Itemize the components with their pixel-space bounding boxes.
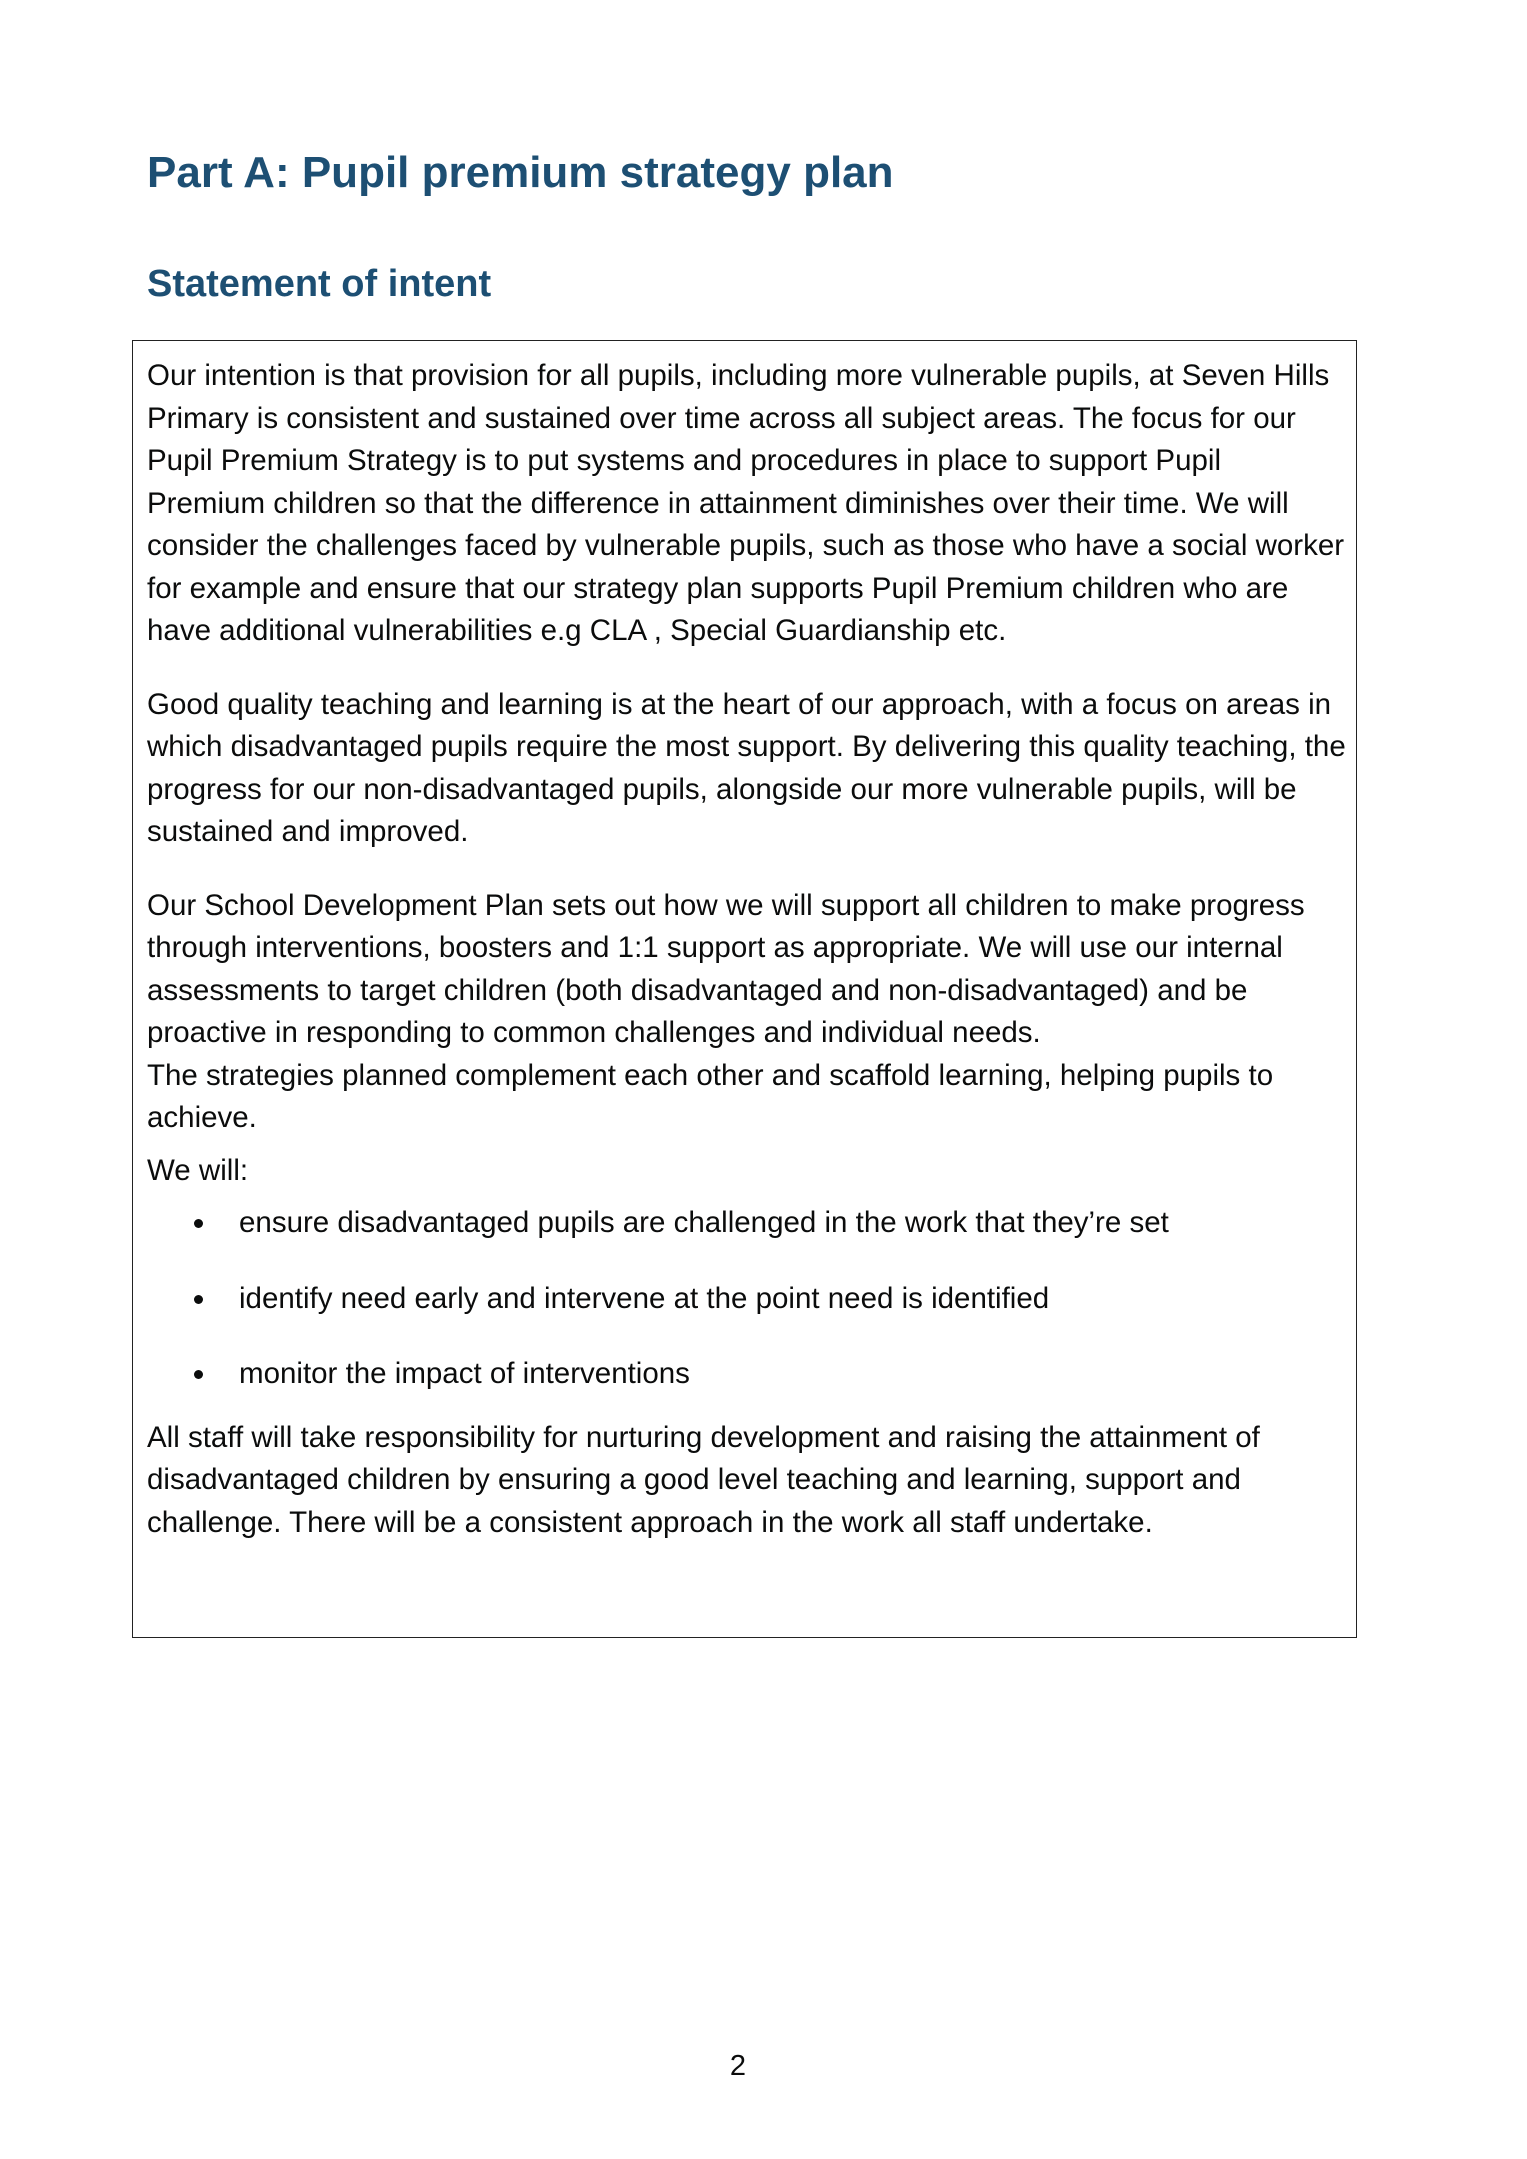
statement-of-intent-box xyxy=(132,340,1357,1638)
list-item xyxy=(147,1278,1346,1321)
page-number: 2 xyxy=(729,2050,747,2082)
we-will-label: We will: xyxy=(147,1153,249,1187)
intent-paragraph-2: Good quality teaching and learning is at the heart of our approach, with a focus on areas in which disadvantaged pupils require the most support. By delivering this quality teaching, the progress for our non-disadvantaged pupils, alongside our more vulnerable pupils, will be sustained and improved. xyxy=(147,687,1346,848)
intent-paragraph-3: Our School Development Plan sets out how we will support all children to make progress through interventions, boosters and 1:1 support as appropriate. We will use our internal assessments to target children (both disadvantaged and non-disadvantaged) and be proactive in responding to common challenges and individual needs. xyxy=(147,888,1305,1049)
page-title: Part A: Pupil premium strategy plan xyxy=(147,148,894,197)
intent-closing-paragraph: All staff will take responsibility for nurturing development and raising the attainment of disadvantaged children by ensuring a good level teaching and learning, support and challenge. There will be a consistent approach in the work all staff undertake. xyxy=(147,1420,1260,1539)
list-item xyxy=(147,1202,1346,1245)
bullet-text: monitor the impact of interventions xyxy=(239,1357,690,1390)
intent-paragraph-4: The strategies planned complement each other and scaffold learning, helping pupils to achieve. xyxy=(147,1058,1274,1134)
section-heading-statement-of-intent: Statement of intent xyxy=(147,263,492,305)
we-will-bullet-list xyxy=(147,1202,1346,1396)
intent-paragraph-1: Our intention is that provision for all pupils, including more vulnerable pupils, at Seven Hills Primary is consistent and sustained over time across all subject areas. The focus for our Pupil Premium Strategy is to put systems and procedures in place to support Pupil Premium children so that the difference in attainment diminishes over their time. We will consider the challenges faced by vulnerable pupils, such as those who have a social worker for example and ensure that our strategy plan supports Pupil Premium children who are have additional vulnerabilities e.g CLA , Special Guardianship etc. xyxy=(147,359,1345,647)
bullet-icon xyxy=(194,1295,203,1304)
bullet-icon xyxy=(194,1219,203,1228)
bullet-text: ensure disadvantaged pupils are challenged in the work that they’re set xyxy=(239,1206,1169,1239)
list-item xyxy=(147,1353,1346,1396)
bullet-icon xyxy=(194,1370,203,1379)
bullet-text: identify need early and intervene at the point need is identified xyxy=(239,1281,1050,1315)
